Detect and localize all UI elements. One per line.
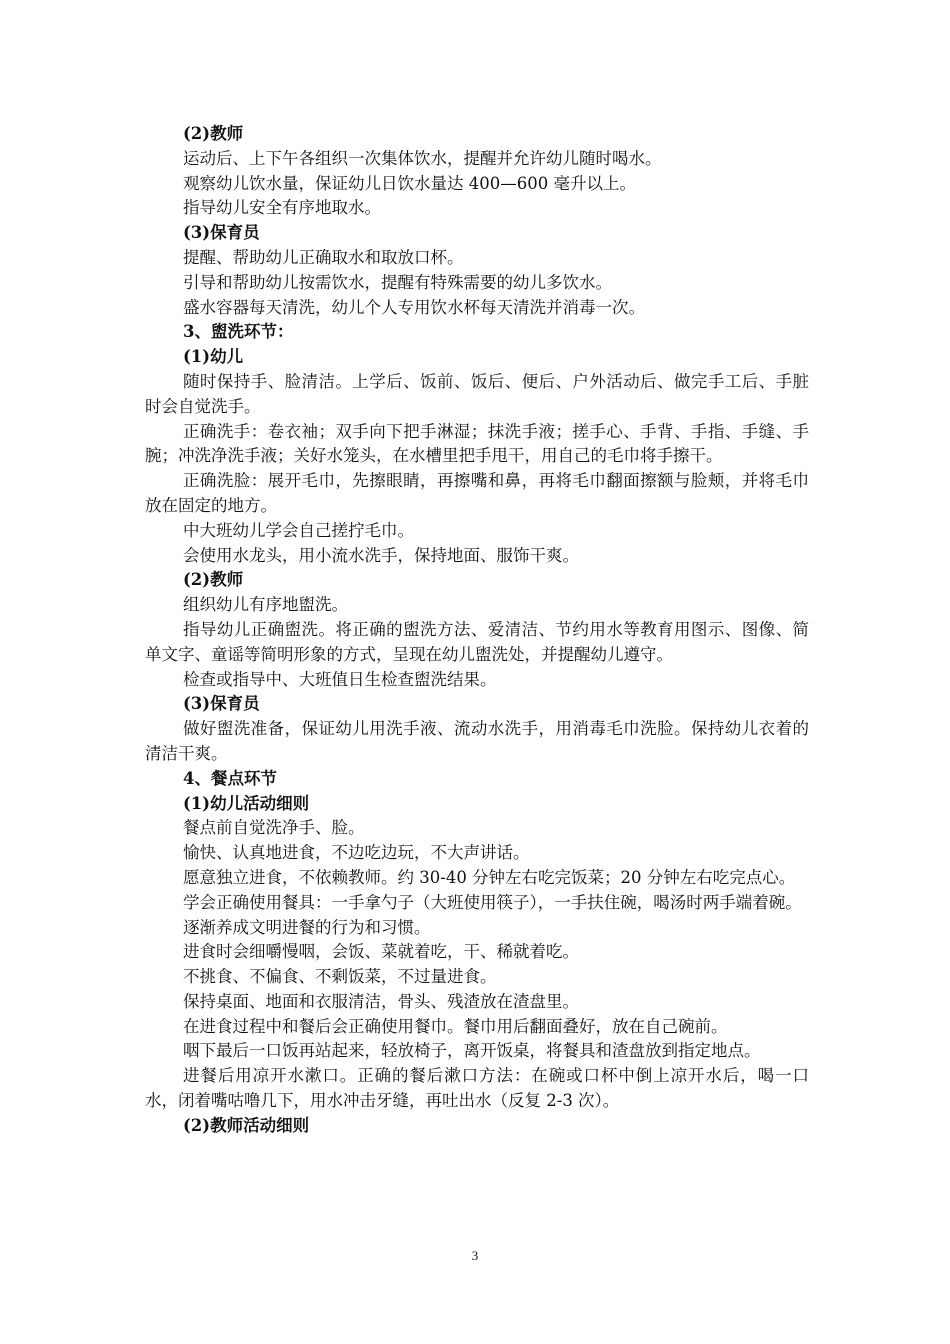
body-text: 保持桌面、地面和衣服清洁，骨头、残渣放在渣盘里。	[183, 991, 579, 1011]
body-text: 进餐后用凉开水漱口。正确的餐后漱口方法：在碗或口杯中倒上凉开水后，喝一口水，闭着嘴咕噜几下，用水冲击牙缝，再吐出水（反复 2-3 次）。	[145, 1066, 809, 1111]
page-number: 3	[471, 1248, 479, 1263]
section-heading: (2)教师	[183, 570, 244, 590]
body-text: 随时保持手、脸清洁。上学后、饭前、饭后、便后、户外活动后、做完手工后、手脏时会自觉洗手。	[145, 371, 809, 416]
body-text: 不挑食、不偏食、不剩饭菜，不过量进食。	[183, 967, 497, 987]
body-text: 盛水容器每天清洗，幼儿个人专用饮水杯每天清洗并消毒一次。	[183, 297, 645, 317]
section-heading: 3、盥洗环节：	[183, 322, 294, 342]
body-text: 中大班幼儿学会自己搓拧毛巾。	[183, 520, 414, 540]
body-text: 会使用水龙头，用小流水洗手，保持地面、服饰干爽。	[183, 545, 579, 565]
section-heading: 4、餐点环节	[183, 768, 277, 788]
body-text: 咽下最后一口饭再站起来，轻放椅子，离开饭桌，将餐具和渣盘放到指定地点。	[183, 1041, 761, 1061]
body-text: 指导幼儿正确盥洗。将正确的盥洗方法、爱清洁、节约用水等教育用图示、图像、简单文字、童谣等简明形象的方式，呈现在幼儿盥洗处，并提醒幼儿遵守。	[145, 619, 809, 664]
body-text: 做好盥洗准备，保证幼儿用洗手液、流动水洗手，用消毒毛巾洗脸。保持幼儿衣着的清洁干爽。	[145, 719, 809, 763]
body-text: 运动后、上下午各组织一次集体饮水，提醒并允许幼儿随时喝水。	[183, 148, 662, 168]
body-text: 指导幼儿安全有序地取水。	[183, 198, 381, 218]
body-text: 愉快、认真地进食，不边吃边玩，不大声讲话。	[183, 843, 530, 863]
body-text: 正确洗脸：展开毛巾，先擦眼睛，再擦嘴和鼻，再将毛巾翻面擦额与脸颊，并将毛巾放在固定的地方。	[145, 471, 809, 515]
body-text: 提醒、帮助幼儿正确取水和取放口杯。	[183, 247, 464, 267]
section-heading: (1)幼儿	[183, 347, 244, 367]
section-heading: (3)保育员	[183, 694, 260, 714]
section-heading: (2)教师活动细则	[183, 1115, 310, 1135]
body-text: 检查或指导中、大班值日生检查盥洗结果。	[183, 669, 497, 689]
body-text: 学会正确使用餐具：一手拿勺子（大班使用筷子），一手扶住碗，喝汤时两手端着碗。	[183, 892, 802, 912]
body-text: 餐点前自觉洗净手、脸。	[183, 818, 365, 838]
section-heading: (2)教师	[183, 124, 244, 143]
body-text: 引导和帮助幼儿按需饮水，提醒有特殊需要的幼儿多饮水。	[183, 272, 612, 292]
section-heading: (3)保育员	[183, 223, 260, 243]
body-text: 进食时会细嚼慢咽，会饭、菜就着吃，干、稀就着吃。	[183, 942, 579, 962]
body-text: 在进食过程中和餐后会正确使用餐巾。餐巾用后翻面叠好，放在自己碗前。	[183, 1016, 728, 1036]
section-heading: (1)幼儿活动细则	[183, 793, 310, 813]
body-text: 逐渐养成文明进餐的行为和习惯。	[183, 917, 431, 937]
body-text: 正确洗手：卷衣袖；双手向下把手淋湿；抹洗手液；搓手心、手背、手指、手缝、手腕；冲洗净洗手液；关好水笼头，在水槽里把手甩干，用自己的毛巾将手擦干。	[145, 421, 809, 466]
document-body	[145, 122, 809, 1139]
body-text: 愿意独立进食，不依赖教师。约 30-40 分钟左右吃完饭菜；20 分钟左右吃完点心。	[183, 867, 796, 887]
body-text: 组织幼儿有序地盥洗。	[183, 595, 348, 615]
body-text: 观察幼儿饮水量，保证幼儿日饮水量达 400—600 毫升以上。	[183, 173, 636, 193]
